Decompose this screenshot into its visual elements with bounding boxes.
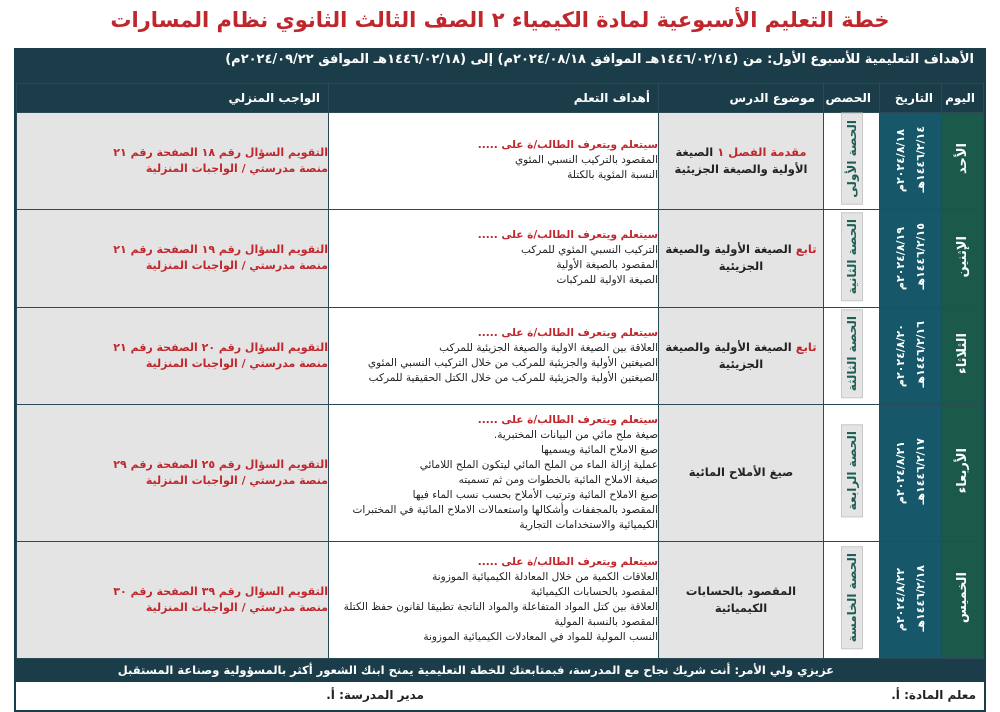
- topic-cell: [659, 209, 824, 307]
- objective-item: العلاقة بين كتل المواد المتفاعلة والمواد الناتجة تطبيقا لقانون حفظ الكتلة: [343, 600, 658, 613]
- date-hijri: ١٤٤٦/٢/١٤هـ: [914, 126, 928, 193]
- period-label: الحصة الثانية: [841, 212, 863, 301]
- header-day: اليوم: [942, 84, 984, 113]
- day-label: الأحد: [955, 143, 970, 175]
- topic-cell: [659, 404, 824, 541]
- objective-item: المقصود بالحسابات الكيميائية: [530, 585, 658, 598]
- plan-table: [16, 83, 984, 659]
- table-row: [17, 113, 984, 210]
- objective-item: الصيغتين الأولية والجزيئية للمركب من خلال التركيب النسبي المئوي: [367, 356, 658, 369]
- goals-text: الأهداف التعليمية للأسبوع الأول: من (١٤٤٦/٠٢/١٤هـ الموافق ٢٠٢٤/٠٨/١٨م) إلى (١٤٤٦/٠٢/١٨هـ الموافق ٢٠٢٤/٠٩/٢٢م): [225, 52, 974, 67]
- objectives-heading: سيتعلم ويتعرف الطالب/ة على .....: [477, 326, 658, 339]
- table-row: [17, 404, 984, 541]
- homework-cell: [17, 209, 329, 307]
- period-cell: [824, 209, 880, 307]
- topic-prefix: تابع: [795, 339, 817, 354]
- objective-item: صيغ الاملاح المائية وترتيب الأملاح بحسب نسب الماء فيها: [412, 488, 658, 501]
- period-label: الحصة الأولى: [841, 113, 863, 205]
- homework-question: التقويم السؤال رقم ١٩ الصفحة رقم ٢١: [113, 243, 328, 257]
- objective-item: عملية إزالة الماء من الملح المائي ليتكون الملح اللامائي: [419, 458, 658, 471]
- plan-body: [17, 113, 984, 659]
- homework-cell: [17, 541, 329, 658]
- homework-question: التقويم السؤال رقم ٢٠ الصفحة رقم ٢١: [113, 340, 328, 354]
- day-label: الخميس: [955, 572, 970, 624]
- homework-question: التقويم السؤال رقم ٣٩ الصفحة رقم ٣٠: [113, 584, 328, 598]
- topic-text: الصيغة الأولية والصيغة الجزيئية: [665, 242, 792, 274]
- teacher-signature: معلم المادة: أ.: [891, 687, 976, 702]
- date-gregorian: ٢٠٢٤/٨/١٨م: [893, 129, 907, 193]
- topic-prefix: مقدمة الفصل ١: [717, 144, 807, 159]
- manager-signature: مدير المدرسة: أ.: [326, 687, 424, 702]
- date-gregorian: ٢٠٢٤/٨/٢٠م: [893, 324, 907, 388]
- objectives-heading: سيتعلم ويتعرف الطالب/ة على .....: [477, 139, 658, 152]
- date-hijri: ١٤٤٦/٢/١٥هـ: [914, 223, 928, 290]
- objectives-heading: سيتعلم ويتعرف الطالب/ة على .....: [477, 413, 658, 426]
- topic-cell: [659, 113, 824, 210]
- homework-platform: منصة مدرستي / الواجبات المنزلية: [145, 259, 328, 273]
- topic-text: الصيغة الأولية والصيغة الجزيئية: [674, 144, 808, 176]
- period-cell: [824, 307, 880, 404]
- objective-item: المقصود بالتركيب النسبي المئوي: [514, 154, 658, 167]
- date-cell: [880, 209, 942, 307]
- objectives-cell: [329, 541, 659, 658]
- objectives-heading: سيتعلم ويتعرف الطالب/ة على .....: [477, 229, 658, 242]
- period-cell: [824, 541, 880, 658]
- date-cell: [880, 307, 942, 404]
- objective-item: العلاقة بين الصيغة الاولية والصيغة الجزيئية للمركب: [439, 341, 658, 354]
- day-cell: [942, 209, 984, 307]
- weekly-goals-bar: [16, 50, 984, 83]
- homework-platform: منصة مدرستي / الواجبات المنزلية: [145, 161, 328, 175]
- objective-item: صيغة ملح مائي من البيانات المختبرية.: [493, 428, 658, 441]
- parent-note-bar: عزيزي ولي الأمر: أنت شريك نجاح مع المدرسة، فبمتابعتك للخطة التعليمية يمنح ابنك الشعور أكثر بالمسؤولية وصناعة المستقبل: [16, 659, 984, 682]
- day-cell: [942, 113, 984, 210]
- homework-platform: منصة مدرستي / الواجبات المنزلية: [145, 600, 328, 614]
- homework-platform: منصة مدرستي / الواجبات المنزلية: [145, 356, 328, 370]
- topic-text: صيغ الأملاح المائية: [688, 465, 794, 480]
- homework-platform: منصة مدرستي / الواجبات المنزلية: [145, 473, 328, 487]
- objective-item: النسب المولية للمواد في المعادلات الكيميائية الموزونة: [423, 630, 658, 643]
- topic-cell: [659, 307, 824, 404]
- period-label: الحصة الثالثة: [841, 309, 863, 398]
- page-title: خطة التعليم الأسبوعية لمادة الكيمياء ٢ الصف الثالث الثانوي نظام المسارات: [110, 8, 890, 32]
- table-row: [17, 541, 984, 658]
- objective-item: صيغة الاملاح المائية بالخطوات ومن ثم تسميته: [458, 473, 658, 486]
- day-cell: [942, 541, 984, 658]
- header-date: التاريخ: [880, 84, 942, 113]
- day-label: الثلاثاء: [955, 333, 970, 375]
- objective-item: العلاقات الكمية من خلال المعادلة الكيميائية الموزونة: [432, 570, 658, 583]
- objective-item: النسبة المئوية بالكتلة: [567, 169, 658, 182]
- homework-cell: [17, 404, 329, 541]
- table-row: [17, 307, 984, 404]
- objectives-heading: سيتعلم ويتعرف الطالب/ة على .....: [477, 555, 658, 568]
- topic-text: الصيغة الأولية والصيغة الجزيئية: [665, 339, 792, 371]
- signature-row: [16, 682, 984, 710]
- objective-item: التركيب النسبي المئوي للمركب: [521, 244, 658, 257]
- topic-cell: [659, 541, 824, 658]
- date-gregorian: ٢٠٢٤/٨/٢١م: [893, 441, 907, 505]
- topic-prefix: تابع: [795, 242, 817, 257]
- header-homework: الواجب المنزلي: [17, 84, 329, 113]
- date-cell: [880, 113, 942, 210]
- objectives-cell: [329, 113, 659, 210]
- date-cell: [880, 541, 942, 658]
- date-hijri: ١٤٤٦/٢/١٦هـ: [914, 320, 928, 388]
- table-header-row: [17, 84, 984, 113]
- objectives-cell: [329, 209, 659, 307]
- day-cell: [942, 307, 984, 404]
- objective-item: المقصود بالصيغة الأولية: [556, 259, 658, 272]
- homework-cell: [17, 307, 329, 404]
- objective-item: المقصود بالنسبة المولية: [554, 615, 658, 628]
- period-label: الحصة الرابعة: [841, 424, 863, 517]
- homework-cell: [17, 113, 329, 210]
- date-cell: [880, 404, 942, 541]
- header-period: الحصص: [824, 84, 880, 113]
- objectives-cell: [329, 307, 659, 404]
- objectives-cell: [329, 404, 659, 541]
- header-topic: موضوع الدرس: [659, 84, 824, 113]
- period-label: الحصة الخامسة: [841, 546, 863, 649]
- homework-question: التقويم السؤال رقم ٢٥ الصفحة رقم ٢٩: [113, 457, 328, 471]
- date-hijri: ١٤٤٦/٢/١٨هـ: [914, 564, 928, 632]
- homework-question: التقويم السؤال رقم ١٨ الصفحة رقم ٢١: [113, 145, 328, 159]
- table-row: [17, 209, 984, 307]
- day-label: الإثنين: [955, 235, 970, 277]
- objective-item: الصيغتين الأولية والجزيئية للمركب من خلال الكتل الحقيقية للمركب: [368, 371, 658, 384]
- objective-item: صيغ الاملاح المائية ويسميها: [540, 443, 658, 456]
- plan-frame: [14, 48, 986, 712]
- objective-item: الصيغة الاولية للمركبات: [556, 274, 658, 287]
- date-gregorian: ٢٠٢٤/٨/٢٢م: [893, 568, 907, 632]
- header-objectives: أهداف التعلم: [329, 84, 659, 113]
- period-cell: [824, 404, 880, 541]
- date-gregorian: ٢٠٢٤/٨/١٩م: [893, 226, 907, 290]
- period-cell: [824, 113, 880, 210]
- topic-text: المقصود بالحسابات الكيميائية: [685, 583, 797, 615]
- day-cell: [942, 404, 984, 541]
- day-label: الأربعاء: [955, 448, 970, 494]
- objective-item: المقصود بالمجففات وأشكالها واستعمالات الاملاح المائية في المختبرات الكيميائية والاستخدامات التجارية: [352, 503, 658, 531]
- date-hijri: ١٤٤٦/٢/١٧هـ: [914, 437, 928, 505]
